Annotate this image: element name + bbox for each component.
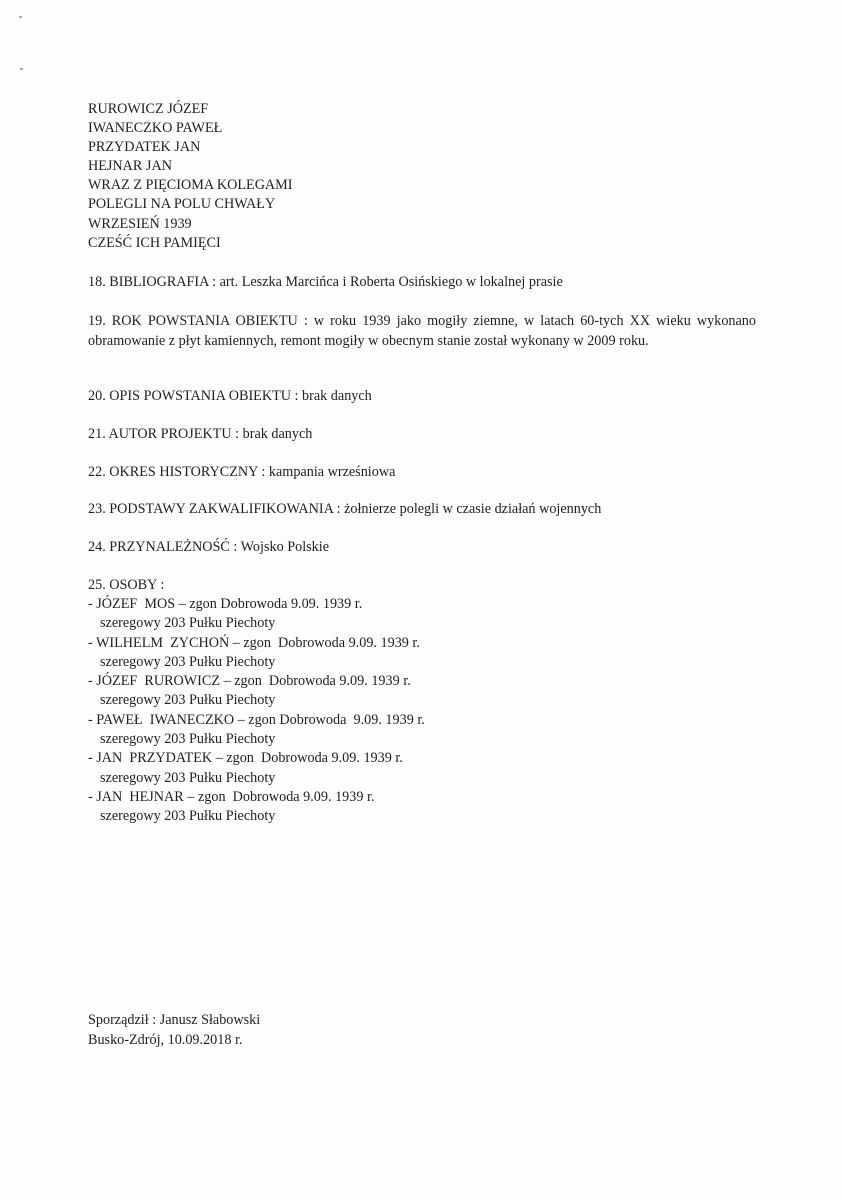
list-item [88,672,728,711]
list-item [88,749,728,788]
inscription-line: CZEŚĆ ICH PAMIĘCI [88,234,221,251]
person-rank-line: szeregowy 203 Pułku Piechoty [100,692,276,709]
inscription-line: PRZYDATEK JAN [88,139,201,156]
author-line: Sporządził : Janusz Słabowski [88,1012,261,1028]
person-rank-line: szeregowy 203 Pułku Piechoty [100,615,276,632]
person-name-line: - JÓZEF MOS – zgon Dobrowoda 9.09. 1939 r. [88,596,363,612]
person-rank-line: szeregowy 203 Pułku Piechoty [100,808,276,825]
person-name-line: - JAN PRZYDATEK – zgon Dobrowoda 9.09. 1939 r. [88,750,403,767]
persons-list [88,595,728,827]
scan-speck [20,68,23,70]
inscription-line: HEJNAR JAN [88,158,172,175]
field-bibliography: 18. BIBLIOGRAFIA : art. Leszka Marcińca i Roberta Osińskiego w lokalnej prasie [88,274,563,290]
field-construction-description: 20. OPIS POWSTANIA OBIEKTU : brak danych [88,388,372,404]
person-name-line: - WILHELM ZYCHOŃ – zgon Dobrowoda 9.09. 1939 r. [88,634,420,651]
person-name-line: - JAN HEJNAR – zgon Dobrowoda 9.09. 1939 r. [88,788,375,805]
scan-speck [19,16,22,18]
inscription-line: RUROWICZ JÓZEF [88,101,209,117]
list-item [88,711,728,750]
person-rank-line: szeregowy 203 Pułku Piechoty [100,653,276,670]
person-rank-line: szeregowy 203 Pułku Piechoty [100,769,276,786]
field-persons-heading: 25. OSOBY : [88,577,165,593]
memorial-inscription [88,100,728,253]
list-item [88,788,728,827]
field-affiliation: 24. PRZYNALEŻNOŚĆ : Wojsko Polskie [88,539,329,555]
list-item [88,595,728,634]
place-date-line: Busko-Zdrój, 10.09.2018 r. [88,1031,243,1048]
person-rank-line: szeregowy 203 Pułku Piechoty [100,731,276,748]
list-item [88,634,728,673]
field-historical-period: 22. OKRES HISTORYCZNY : kampania wrześniowa [88,464,396,480]
inscription-line: WRZESIEŃ 1939 [88,215,192,232]
document-footer [88,1011,260,1050]
inscription-line: POLEGLI NA POLU CHWAŁY [88,196,276,213]
person-name-line: - JÓZEF RUROWICZ – zgon Dobrowoda 9.09. 1939 r. [88,673,411,690]
inscription-line: IWANECZKO PAWEŁ [88,120,223,137]
field-construction-year: 19. ROK POWSTANIA OBIEKTU : w roku 1939 jako mogiły ziemne, w latach 60-tych XX wieku wykonano obramowanie z płyt kamiennych, remont mogiły w obecnym stanie został wykonany w 2009 roku. [88,313,756,349]
field-qualification-basis: 23. PODSTAWY ZAKWALIFIKOWANIA : żołnierze polegli w czasie działań wojennych [88,501,602,517]
person-name-line: - PAWEŁ IWANECZKO – zgon Dobrowoda 9.09. 1939 r. [88,711,425,728]
field-project-author: 21. AUTOR PROJEKTU : brak danych [88,426,313,442]
inscription-line: WRAZ Z PIĘCIOMA KOLEGAMI [88,177,293,194]
